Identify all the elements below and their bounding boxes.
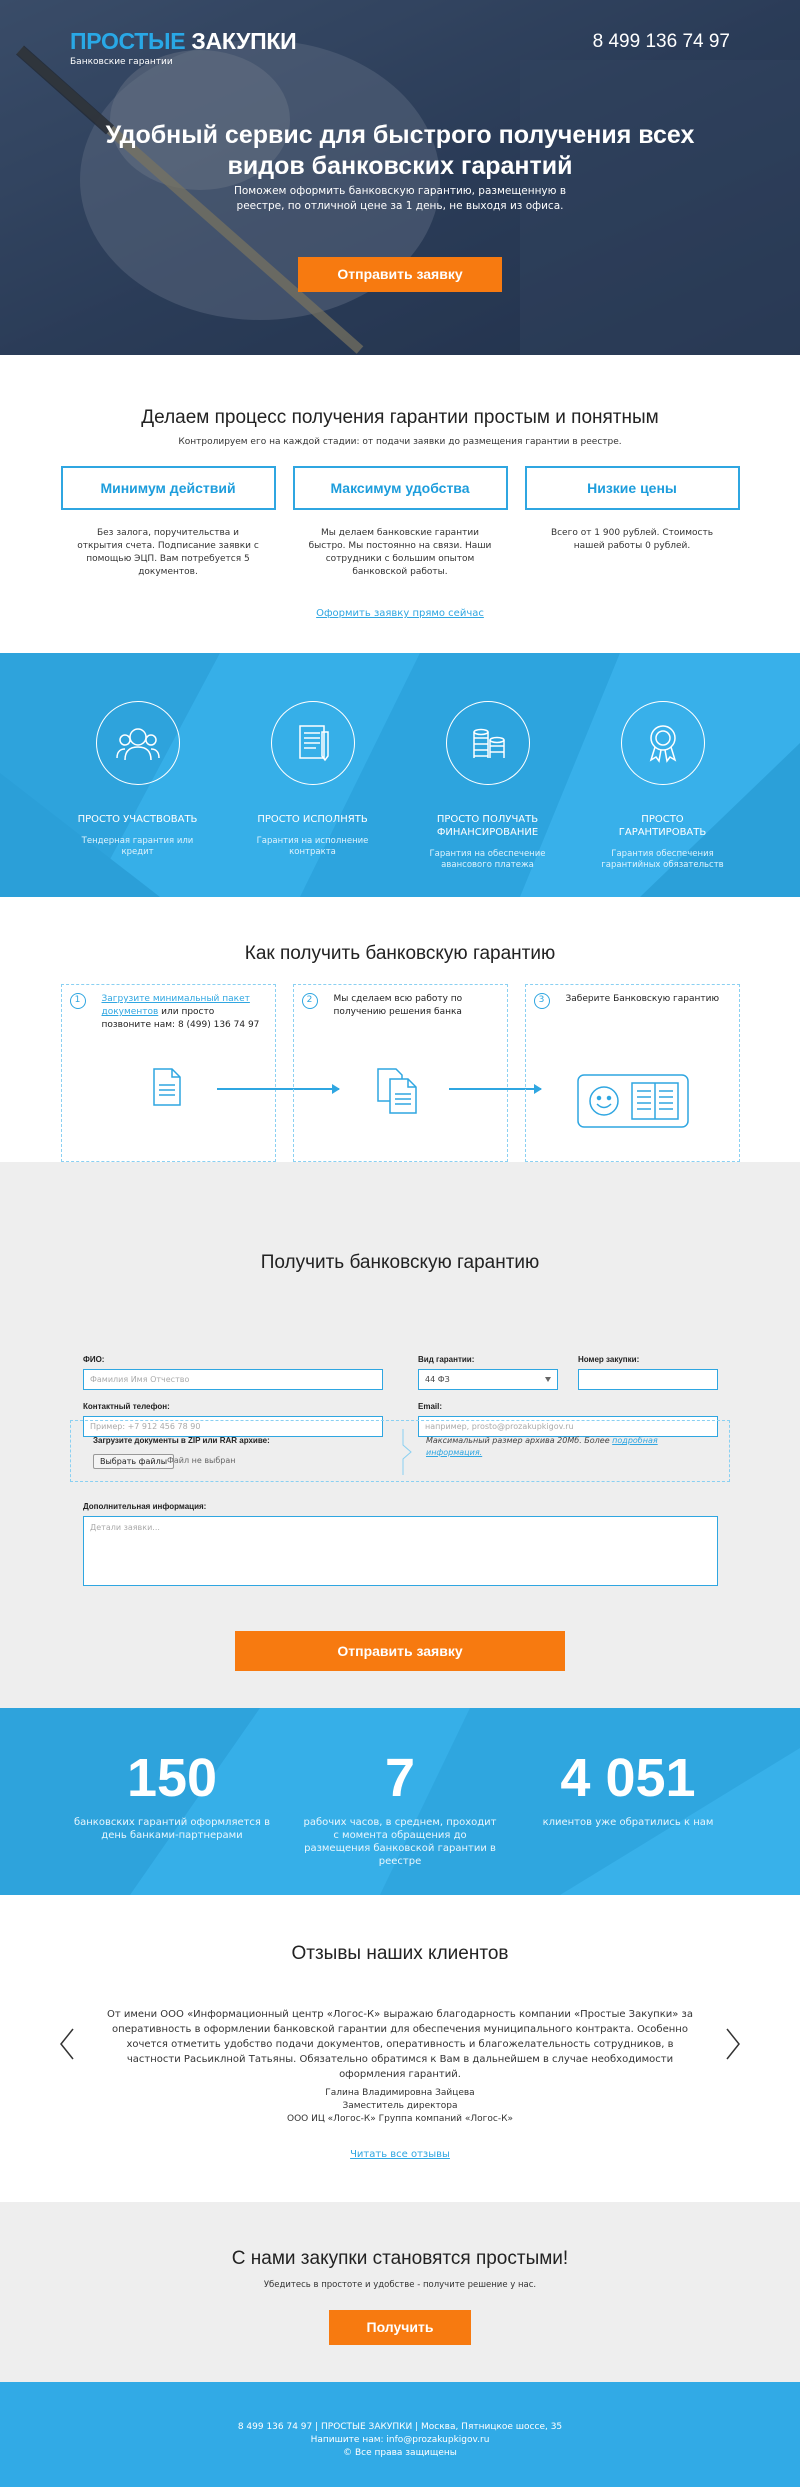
cta-subtitle: Убедитесь в простоте и удобстве - получите решение у нас.	[263, 2280, 537, 2290]
process-title: Делаем процесс получения гарантии простым и понятным	[141, 407, 659, 428]
email-label: Email:	[418, 1402, 443, 1411]
step-card	[525, 984, 740, 1162]
footer-email: Напишите нам: info@prozakupkigov.ru	[310, 2435, 490, 2445]
guarantee-type-select[interactable]	[418, 1369, 558, 1390]
form-title: Получить банковскую гарантию	[260, 1252, 540, 1273]
chevron-left-icon[interactable]	[58, 2027, 76, 2061]
advantage-text: Мы делаем банковские гарантии быстро. Мы постоянно на связи. Наши сотрудники с большим опытом банковской работы.	[308, 528, 492, 577]
reviews-section	[0, 1895, 800, 2202]
stat-value: 7	[384, 1748, 416, 1808]
step-number: 2	[302, 993, 318, 1009]
logo-subtitle: Банковские гарантии	[70, 57, 173, 67]
advantage-card	[525, 466, 740, 579]
logo-part2: ЗАКУПКИ	[191, 28, 297, 54]
hero-submit-button[interactable]: Отправить заявку	[298, 257, 502, 292]
chevron-down-icon	[545, 1377, 551, 1382]
stat-item	[300, 1748, 500, 1868]
cta-title: С нами закупки становятся простыми!	[231, 2248, 569, 2269]
step-text: Заберите Банковскую гарантию	[565, 994, 720, 1004]
footer-copyright: © Все права защищены	[343, 2448, 457, 2458]
documents-icon	[376, 1067, 420, 1115]
advantage-title: Низкие цены	[525, 466, 740, 510]
phone-label: Контактный телефон:	[83, 1402, 170, 1411]
step-number: 3	[534, 993, 550, 1009]
advantage-text: Без залога, поручительства и открытия счета. Подписание заявки с помощью ЭЦП. Вам потребуется 5 документов.	[77, 528, 259, 577]
advantage-text: Всего от 1 900 рублей. Стоимость нашей работы 0 рублей.	[550, 528, 714, 551]
feature-text: Тендерная гарантия или кредит	[81, 836, 194, 857]
medal-icon	[621, 701, 705, 785]
footer-contacts: 8 499 136 74 97 | ПРОСТЫЕ ЗАКУПКИ | Москва, Пятницкое шоссе, 35	[237, 2422, 563, 2432]
guarantee-type-value: 44 ФЗ	[425, 1375, 450, 1384]
stat-text: клиентов уже обратились к нам	[542, 1817, 714, 1828]
advantage-title: Минимум действий	[61, 466, 276, 510]
review-author-role: Заместитель директора	[342, 2101, 458, 2111]
guarantee-card-icon	[576, 1073, 690, 1129]
form-section	[0, 1162, 800, 1708]
form-submit-button[interactable]: Отправить заявку	[235, 1631, 565, 1671]
feature-item	[598, 701, 728, 871]
feature-title: ПРОСТО УЧАСТВОВАТЬ	[77, 814, 198, 825]
stat-text: банковских гарантий оформляется в день банками-партнерами	[73, 1817, 271, 1841]
hero-subtitle: Поможем оформить банковскую гарантию, размещенную в реестре, по отличной цене за 1 день, не выходя из офиса.	[233, 185, 567, 212]
hero-title: Удобный сервис для быстрого получения всех видов банковских гарантий	[105, 121, 695, 180]
upload-note: Максимальный размер архива 20Мб. Более	[426, 1436, 613, 1445]
feature-title: ПРОСТО ПОЛУЧАТЬ ФИНАНСИРОВАНИЕ	[436, 814, 539, 838]
review-text: От имени ООО «Информационный центр «Логос-К» выражаю благодарность компании «Простые Закупки» за оперативность в оформлении банковской гарантии для обеспечения муниципального контракта. Особенно хочется отметить удобство подачи документов, оперативность и благожелательность сотрудников, в частности Расьиклной Татьяны. Обязательно обратимся к Вам в дальнейшем в случае необходимости оформления гарантий.	[106, 2009, 693, 2080]
stat-value: 4 051	[560, 1748, 696, 1808]
purchase-number-input[interactable]	[578, 1369, 718, 1390]
review-author-company: ООО ИЦ «Логос-К» Группа компаний «Логос-К»	[286, 2114, 513, 2124]
no-file-text: Файл не выбран	[167, 1456, 236, 1465]
feature-item	[248, 701, 378, 871]
feature-item	[73, 701, 203, 871]
logo[interactable]	[70, 28, 296, 67]
feature-text: Гарантия обеспечения гарантийных обязательств	[601, 849, 724, 870]
coins-icon	[446, 701, 530, 785]
apply-now-link[interactable]: Оформить заявку прямо сейчас	[316, 608, 484, 619]
review-author-name: Галина Владимировна Зайцева	[325, 2088, 475, 2098]
email-input[interactable]: например, prosto@prozakupkigov.ru	[418, 1416, 718, 1437]
feature-item	[423, 701, 553, 871]
stat-value: 150	[126, 1748, 218, 1808]
step-card	[61, 984, 276, 1162]
feature-text: Гарантия на обеспечение авансового платежа	[429, 849, 546, 870]
stat-text: рабочих часов, в среднем, проходит с момента обращения до размещения банковской гарантии в реестре	[303, 1817, 497, 1867]
extra-info-label: Дополнительная информация:	[83, 1502, 207, 1511]
details-link[interactable]: подробная информация.	[426, 1436, 658, 1457]
advantage-card	[293, 466, 508, 579]
get-button[interactable]: Получить	[329, 2310, 471, 2345]
chevron-right-icon[interactable]	[724, 2027, 742, 2061]
advantage-card	[61, 466, 276, 579]
document-icon	[271, 701, 355, 785]
feature-title: ПРОСТО ГАРАНТИРОВАТЬ	[618, 814, 707, 838]
stats-section	[0, 1708, 800, 1895]
guarantee-type-label: Вид гарантии:	[418, 1355, 475, 1364]
upload-area	[70, 1420, 730, 1482]
fio-input[interactable]: Фамилия Имя Отчество	[83, 1369, 383, 1390]
advantage-title: Максимум удобства	[293, 466, 508, 510]
reviews-title: Отзывы наших клиентов	[291, 1943, 509, 1964]
choose-files-button[interactable]: Выбрать файлы	[93, 1454, 174, 1469]
header-phone[interactable]: 8 499 136 74 97	[592, 31, 730, 52]
process-subtitle: Контролируем его на каждой стадии: от подачи заявки до размещения гарантии в реестре.	[178, 437, 622, 447]
purchase-number-label: Номер закупки:	[578, 1355, 640, 1364]
hero-section	[0, 0, 800, 355]
step-phone: 8 (499) 136 74 97	[177, 1020, 260, 1030]
step-text: Мы сделаем всю работу по получению решения банка	[333, 994, 463, 1017]
step-number: 1	[70, 993, 86, 1009]
team-icon	[96, 701, 180, 785]
steps-section	[0, 897, 800, 1162]
footer	[0, 2382, 800, 2487]
fio-label: ФИО:	[83, 1355, 105, 1364]
steps-title: Как получить банковскую гарантию	[244, 943, 556, 964]
process-section	[0, 355, 800, 653]
step-text: или просто позвоните нам:	[101, 1007, 215, 1030]
cta-section	[0, 2202, 800, 2382]
phone-input[interactable]: Пример: +7 912 456 78 90	[83, 1416, 383, 1437]
feature-title: ПРОСТО ИСПОЛНЯТЬ	[257, 814, 368, 825]
file-icon	[150, 1067, 184, 1107]
divider-chevron	[401, 1429, 413, 1475]
all-reviews-link[interactable]: Читать все отзывы	[350, 2149, 450, 2160]
logo-part1: ПРОСТЫЕ	[70, 28, 186, 54]
feature-text: Гарантия на исполнение контракта	[256, 836, 369, 857]
extra-info-textarea[interactable]: Детали заявки...	[83, 1516, 718, 1586]
upload-label: Загрузите документы в ZIP или RAR архиве:	[93, 1436, 270, 1445]
features-section	[0, 653, 800, 897]
step-card	[293, 984, 508, 1162]
upload-documents-link[interactable]: Загрузите минимальный пакет документов	[101, 994, 250, 1017]
stat-item	[72, 1748, 272, 1868]
stat-item	[528, 1748, 728, 1868]
